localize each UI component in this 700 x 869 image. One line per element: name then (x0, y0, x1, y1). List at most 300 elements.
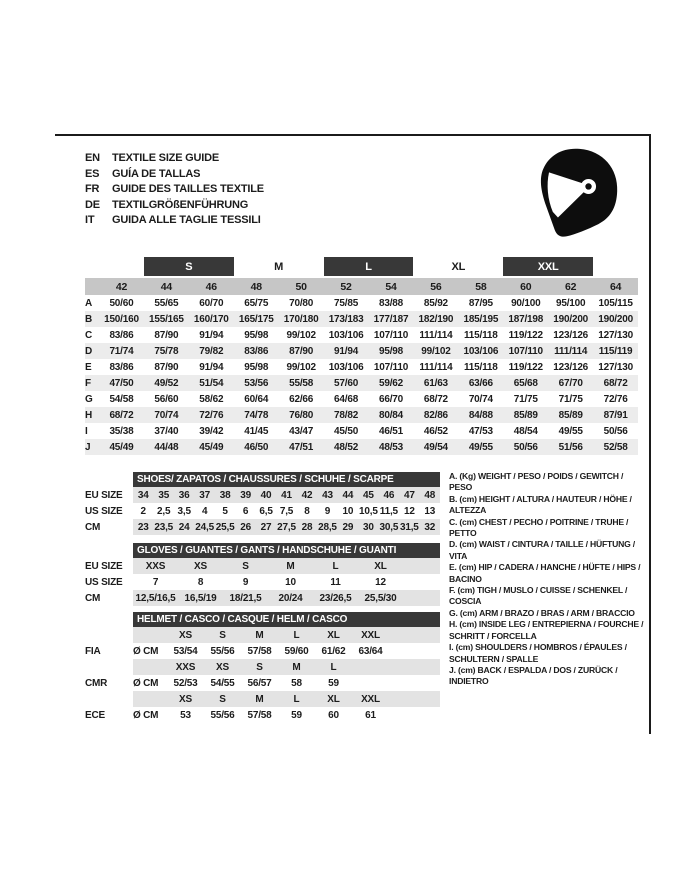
eu-size-cell: 54 (385, 280, 397, 293)
size-value-cell: 60/70 (199, 297, 224, 309)
size-value-cell: 51/54 (199, 377, 224, 389)
size-cell: 4 (201, 505, 208, 517)
measurement-row (85, 391, 638, 407)
size-cell: 2,5 (157, 505, 171, 517)
eu-size-cell: 60 (520, 280, 532, 293)
section-row-label: US SIZE (85, 576, 123, 588)
size-value-cell: 50/56 (513, 441, 538, 453)
size-cell: 7 (152, 576, 159, 588)
section-row-values (133, 675, 440, 691)
size-value-cell: 95/98 (378, 345, 403, 357)
size-value-cell: 127/130 (598, 329, 633, 341)
size-value-cell: 170/180 (283, 313, 319, 325)
size-value-cell: 72/76 (199, 409, 224, 421)
size-group-xxl: XXL (503, 257, 593, 276)
size-cell: M (292, 661, 301, 673)
size-value-cell: 111/114 (554, 345, 588, 357)
section-row (85, 519, 440, 535)
measurement-row (85, 407, 638, 423)
measurement-row (85, 311, 638, 327)
size-value-cell: 58/62 (199, 393, 224, 405)
size-cell: 29 (342, 521, 354, 533)
size-cell: 57/58 (247, 709, 272, 721)
size-value-cell: 115/118 (464, 329, 498, 341)
eu-size-cell: 42 (115, 280, 128, 293)
size-value-cell: 80/84 (378, 409, 403, 421)
size-cell: 16,5/19 (184, 592, 217, 604)
legend-item: D. (cm) WAIST / CINTURA / TAILLE / HÜFTUNG / VITA (449, 539, 635, 561)
measurement-row (85, 375, 638, 391)
size-group-xl: XL (451, 260, 466, 273)
size-cell: 6 (242, 505, 249, 517)
guide-title: GUIDE DES TAILLES TEXTILE (112, 183, 264, 195)
shoes-size-table (85, 472, 440, 535)
size-value-cell: 123/126 (553, 329, 589, 341)
language-title-row (85, 198, 264, 214)
size-value-cell: 46/50 (244, 441, 269, 453)
size-cell: L (293, 693, 300, 705)
size-value-cell: 56/60 (154, 393, 179, 405)
size-value-cell: 67/70 (558, 377, 583, 389)
size-cell: 11 (330, 576, 341, 588)
gloves-size-table (85, 543, 440, 606)
size-value-cell: 90/100 (511, 297, 541, 309)
size-value-cell: 45/49 (199, 441, 224, 453)
eu-size-cell: 46 (205, 280, 217, 293)
size-cell: 57/58 (247, 645, 272, 657)
section-row (85, 558, 440, 574)
size-value-cell: 87/95 (468, 297, 493, 309)
size-value-cell: 46/52 (423, 425, 448, 437)
size-group-spacer (99, 257, 144, 276)
size-group-spacer (593, 257, 638, 276)
section-row-values (133, 707, 440, 723)
diameter-unit-cell: Ø CM (133, 709, 159, 721)
measurement-row-label: J (85, 441, 91, 453)
size-value-cell: 87/90 (154, 361, 179, 373)
section-row (85, 590, 440, 606)
size-value-cell: 127/130 (598, 361, 633, 373)
size-cell: 55/56 (210, 709, 235, 721)
size-value-cell: 45/49 (109, 441, 134, 453)
language-code: FR (85, 183, 100, 195)
size-value-cell: 83/86 (109, 329, 134, 341)
size-value-cell: 48/52 (334, 441, 359, 453)
size-cell: 12 (403, 505, 415, 517)
size-cell: M (255, 629, 264, 641)
measurement-row-label: I (85, 425, 88, 437)
size-cell: 10 (342, 505, 354, 517)
section-header-row (85, 472, 440, 487)
size-value-cell: 85/89 (513, 409, 538, 421)
size-cell: 28 (301, 521, 313, 533)
size-cell: S (256, 661, 263, 673)
eu-size-cell: 62 (565, 280, 577, 293)
size-cell: 44 (342, 489, 354, 501)
legend-item: G. (cm) ARM / BRAZO / BRAS / ARM / BRACCIO (449, 607, 635, 618)
size-group-m: M (274, 260, 284, 273)
section-row-values (133, 503, 440, 519)
size-cell: 23,5 (154, 521, 174, 533)
measurement-row-label: G (85, 393, 93, 405)
size-cell: 41 (281, 489, 292, 501)
size-cell: 31,5 (399, 521, 419, 533)
size-value-cell: 44/48 (154, 441, 179, 453)
section-row-label: EU SIZE (85, 489, 123, 501)
section-row-values (133, 691, 440, 707)
legend-item: E. (cm) HIP / CADERA / HANCHE / HÜFTE / HIPS / BACINO (449, 562, 641, 584)
guide-title: TEXTILGRÖßENFÜHRUNG (112, 198, 249, 211)
size-cell: 5 (222, 505, 228, 517)
size-cell: 53 (180, 709, 191, 721)
measurement-row-label: F (85, 377, 91, 389)
section-header-row (85, 543, 440, 558)
size-cell: 55/56 (210, 645, 235, 657)
size-cell: 39 (240, 489, 251, 501)
size-value-cell: 71/75 (513, 393, 538, 405)
size-value-cell: 48/53 (378, 441, 403, 453)
size-cell: 34 (137, 489, 149, 501)
size-cell: 11,5 (379, 505, 398, 517)
section-label-spacer (85, 472, 133, 487)
size-cell: 61 (365, 709, 376, 721)
size-value-cell: 150/160 (104, 313, 139, 325)
size-cell: 36 (178, 489, 190, 501)
language-code: ES (85, 167, 100, 180)
size-cell: 8 (304, 505, 310, 517)
size-cell: 23 (137, 521, 149, 533)
section-row (85, 659, 440, 675)
size-cell: 59 (328, 677, 339, 689)
size-value-cell: 83/88 (378, 297, 403, 309)
size-cell: S (219, 629, 226, 641)
section-row (85, 675, 440, 691)
size-value-cell: 46/51 (378, 425, 403, 437)
frame-right-border (649, 134, 651, 734)
size-cell: XL (374, 560, 387, 572)
size-value-cell: 65/68 (513, 377, 538, 389)
section-row (85, 487, 440, 503)
size-cell: 40 (260, 489, 272, 501)
size-cell: 24 (178, 521, 190, 533)
size-cell: 48 (424, 489, 436, 501)
size-value-cell: 79/82 (199, 345, 224, 357)
apparel-size-table (85, 257, 638, 455)
size-value-cell: 95/98 (244, 329, 269, 341)
size-cell: 30 (363, 521, 374, 533)
diameter-unit-cell: Ø CM (133, 677, 159, 689)
size-cell: 27,5 (277, 521, 296, 533)
size-value-cell: 68/72 (603, 377, 628, 389)
size-value-cell: 83/86 (109, 361, 134, 373)
size-value-cell: 68/72 (109, 409, 134, 421)
eu-size-cell: 56 (430, 280, 442, 293)
size-value-cell: 187/198 (508, 313, 544, 325)
size-value-cell: 103/106 (328, 329, 364, 341)
size-value-cell: 173/183 (328, 313, 364, 325)
section-row-label (85, 627, 133, 643)
size-value-cell: 49/55 (558, 425, 583, 437)
size-cell: 3,5 (177, 505, 191, 517)
size-cell: 13 (424, 505, 436, 517)
size-value-cell: 70/74 (468, 393, 493, 405)
section-row (85, 691, 440, 707)
measurement-row-label: C (85, 329, 93, 341)
size-value-cell: 87/90 (289, 345, 314, 357)
section-row-values (133, 659, 440, 675)
section-row (85, 574, 440, 590)
size-value-cell: 99/102 (286, 329, 316, 341)
size-cell: L (330, 661, 337, 673)
legend-item: C. (cm) CHEST / PECHO / POITRINE / TRUHE / PETTO (449, 516, 629, 539)
size-value-cell: 165/175 (238, 313, 274, 325)
size-value-cell: 74/78 (244, 409, 269, 421)
size-value-cell: 182/190 (418, 313, 454, 325)
size-cell: 42 (301, 489, 313, 501)
size-value-cell: 49/52 (154, 377, 179, 389)
size-cell: 18/21,5 (229, 592, 262, 604)
size-cell: L (293, 629, 300, 641)
size-value-cell: 49/54 (423, 441, 448, 453)
size-cell: 59/60 (284, 645, 309, 657)
legend-item: H. (cm) INSIDE LEG / ENTREPIERNA / FOURCHE / SCHRITT / FORCELLA (449, 619, 644, 641)
guide-title: GUIDA ALLE TAGLIE TESSILI (112, 214, 261, 226)
size-cell: S (242, 560, 249, 572)
size-cell: 43 (322, 489, 333, 501)
measurement-row-label: D (85, 345, 93, 357)
section-row-values (133, 487, 440, 503)
size-cell: 6,5 (259, 505, 273, 517)
size-value-cell: 119/122 (508, 361, 543, 373)
size-value-cell: 41/45 (244, 425, 269, 437)
measurement-row (85, 295, 638, 311)
size-value-cell: 70/80 (289, 297, 314, 309)
section-row-values (133, 519, 440, 535)
measurement-legend (449, 471, 644, 688)
section-row-label: CM (85, 521, 101, 533)
size-cell: XS (179, 693, 192, 705)
language-title-row (85, 182, 264, 198)
measurement-row-label: A (85, 297, 93, 309)
size-cell: 25,5/30 (364, 592, 397, 604)
size-group-s: S (144, 257, 234, 276)
size-cell: 46 (383, 489, 395, 501)
section-row (85, 707, 440, 723)
language-code: DE (85, 198, 100, 211)
eu-size-cell: 50 (295, 280, 307, 293)
size-cell: 25,5 (215, 521, 235, 533)
size-value-cell: 84/88 (468, 409, 493, 421)
section-title-bar: GLOVES / GUANTES / GANTS / HANDSCHUHE / GUANTI (133, 543, 440, 558)
size-cell: XL (327, 693, 340, 705)
measurement-row-label: B (85, 313, 93, 325)
size-value-cell: 50/60 (109, 297, 134, 309)
language-title-list (85, 151, 264, 229)
size-value-cell: 115/118 (464, 361, 498, 373)
language-title-row (85, 151, 264, 167)
size-cell: 32 (424, 521, 436, 533)
eu-size-cell: 58 (475, 280, 487, 293)
diameter-unit-cell: Ø CM (133, 645, 159, 657)
size-value-cell: 107/110 (373, 361, 409, 373)
size-cell: 47 (403, 489, 415, 501)
size-value-cell: 45/50 (334, 425, 359, 437)
guide-title: TEXTILE SIZE GUIDE (112, 152, 220, 164)
size-value-cell: 75/78 (154, 345, 179, 357)
size-cell: S (219, 693, 226, 705)
size-value-cell: 78/82 (334, 409, 359, 421)
section-row (85, 627, 440, 643)
size-value-cell: 87/90 (154, 329, 179, 341)
size-value-cell: 47/51 (289, 441, 314, 453)
size-value-cell: 107/110 (373, 329, 409, 341)
size-value-cell: 68/72 (423, 393, 448, 405)
row-label-spacer (85, 257, 99, 276)
size-value-cell: 160/170 (193, 313, 229, 325)
size-value-cell: 72/76 (603, 393, 628, 405)
size-cell: 23/26,5 (319, 592, 352, 604)
size-cell: 7,5 (279, 505, 294, 517)
size-cell: 60 (328, 709, 339, 721)
size-cell: XXL (361, 629, 380, 641)
size-value-cell: 91/94 (199, 329, 224, 341)
size-cell: 28,5 (318, 521, 337, 533)
size-cell: M (255, 693, 264, 705)
eu-size-cell: 52 (340, 280, 352, 293)
size-value-cell: 71/74 (109, 345, 134, 357)
size-value-cell: 95/100 (555, 297, 586, 309)
size-value-cell: 103/106 (328, 361, 364, 373)
size-value-cell: 53/56 (244, 377, 269, 389)
language-title-row (85, 213, 264, 229)
size-value-cell: 190/200 (553, 313, 589, 325)
size-value-cell: 95/98 (244, 361, 269, 373)
section-row-label: US SIZE (85, 505, 123, 517)
section-row-label: EU SIZE (85, 560, 123, 572)
section-row-values (133, 643, 440, 659)
size-value-cell: 48/54 (513, 425, 538, 437)
size-cell: 8 (197, 576, 204, 588)
size-cell: 9 (324, 505, 331, 517)
size-value-cell: 115/119 (598, 345, 633, 357)
size-value-cell: 87/91 (603, 409, 628, 421)
section-row-label: FIA (85, 645, 101, 657)
size-value-cell: 63/66 (468, 377, 493, 389)
section-row-values (133, 590, 440, 606)
section-label-spacer (85, 543, 133, 558)
size-value-cell: 37/40 (154, 425, 179, 437)
size-value-cell: 47/50 (109, 377, 134, 389)
legend-item: F. (cm) TIGH / MUSLO / CUISSE / SCHENKEL / COSCIA (449, 585, 628, 607)
size-cell: 38 (219, 489, 231, 501)
section-row (85, 643, 440, 659)
size-cell: XXS (145, 560, 166, 572)
section-title-bar: SHOES/ ZAPATOS / CHAUSSURES / SCHUHE / SCARPE (133, 472, 440, 487)
language-code: EN (85, 152, 100, 164)
size-value-cell: 47/53 (468, 425, 493, 437)
size-value-cell: 119/122 (508, 329, 543, 341)
size-cell: 54/55 (210, 677, 235, 689)
size-value-cell: 99/102 (421, 345, 451, 357)
size-value-cell: 105/115 (598, 297, 633, 309)
size-value-cell: 66/70 (378, 393, 403, 405)
measurement-row (85, 439, 638, 455)
size-cell: M (286, 560, 295, 572)
size-cell: 12,5/16,5 (135, 592, 176, 604)
size-value-cell: 70/74 (154, 409, 179, 421)
size-cell: 45 (363, 489, 374, 501)
size-cell: 30,5 (379, 521, 399, 533)
size-value-cell: 64/68 (334, 393, 359, 405)
legend-item: A. (Kg) WEIGHT / PESO / POIDS / GEWITCH / PESO (449, 471, 624, 493)
size-cell: 26 (240, 521, 251, 533)
legend-item: I. (cm) SHOULDERS / HOMBROS / ÉPAULES / SCHULTERN / SPALLE (449, 642, 627, 664)
section-row-label: CMR (85, 677, 108, 689)
size-cell: 61/62 (321, 645, 346, 657)
eu-size-row (85, 278, 638, 295)
size-value-cell: 177/187 (373, 313, 409, 325)
eu-size-cell: 44 (160, 280, 173, 293)
size-group-row (85, 257, 638, 276)
size-value-cell: 50/56 (603, 425, 628, 437)
language-title-row (85, 167, 264, 183)
size-cell: 10,5 (359, 505, 378, 517)
size-value-cell: 83/86 (244, 345, 269, 357)
size-cell: XS (194, 560, 207, 572)
size-value-cell: 99/102 (286, 361, 316, 373)
size-value-cell: 85/89 (558, 409, 583, 421)
size-value-cell: 123/126 (553, 361, 589, 373)
size-value-cell: 54/58 (109, 393, 134, 405)
size-value-cell: 155/165 (149, 313, 184, 325)
size-cell: L (332, 560, 339, 572)
frame-top-border (55, 134, 651, 136)
size-value-cell: 55/58 (289, 377, 314, 389)
measurement-row (85, 423, 638, 439)
size-cell: 2 (140, 505, 146, 517)
size-cell: 12 (375, 576, 386, 588)
helmet-size-table (85, 612, 440, 723)
size-cell: XXL (361, 693, 380, 705)
size-value-cell: 85/92 (423, 297, 448, 309)
size-cell: XS (179, 629, 192, 641)
size-value-cell: 43/47 (289, 425, 314, 437)
measurement-row-label: E (85, 361, 92, 373)
size-cell: 58 (291, 677, 302, 689)
size-value-cell: 65/75 (244, 297, 269, 309)
size-value-cell: 82/86 (423, 409, 448, 421)
size-cell: 20/24 (278, 592, 303, 604)
size-value-cell: 51/56 (558, 441, 583, 453)
size-value-cell: 91/94 (334, 345, 359, 357)
size-value-cell: 60/64 (244, 393, 269, 405)
size-cell: 27 (260, 521, 272, 533)
section-row-values (133, 558, 440, 574)
size-cell: 24,5 (195, 521, 214, 533)
section-row (85, 503, 440, 519)
size-value-cell: 107/110 (508, 345, 543, 357)
section-row-label: CM (85, 592, 101, 604)
size-value-cell: 190/200 (598, 313, 633, 325)
size-cell: 10 (285, 576, 296, 588)
size-value-cell: 91/94 (199, 361, 224, 373)
measurement-row (85, 327, 638, 343)
eu-size-cell: 64 (609, 280, 622, 293)
section-row-label (85, 691, 133, 707)
size-value-cell: 39/42 (199, 425, 224, 437)
racing-helmet-icon (526, 146, 620, 242)
section-label-spacer (85, 612, 133, 627)
